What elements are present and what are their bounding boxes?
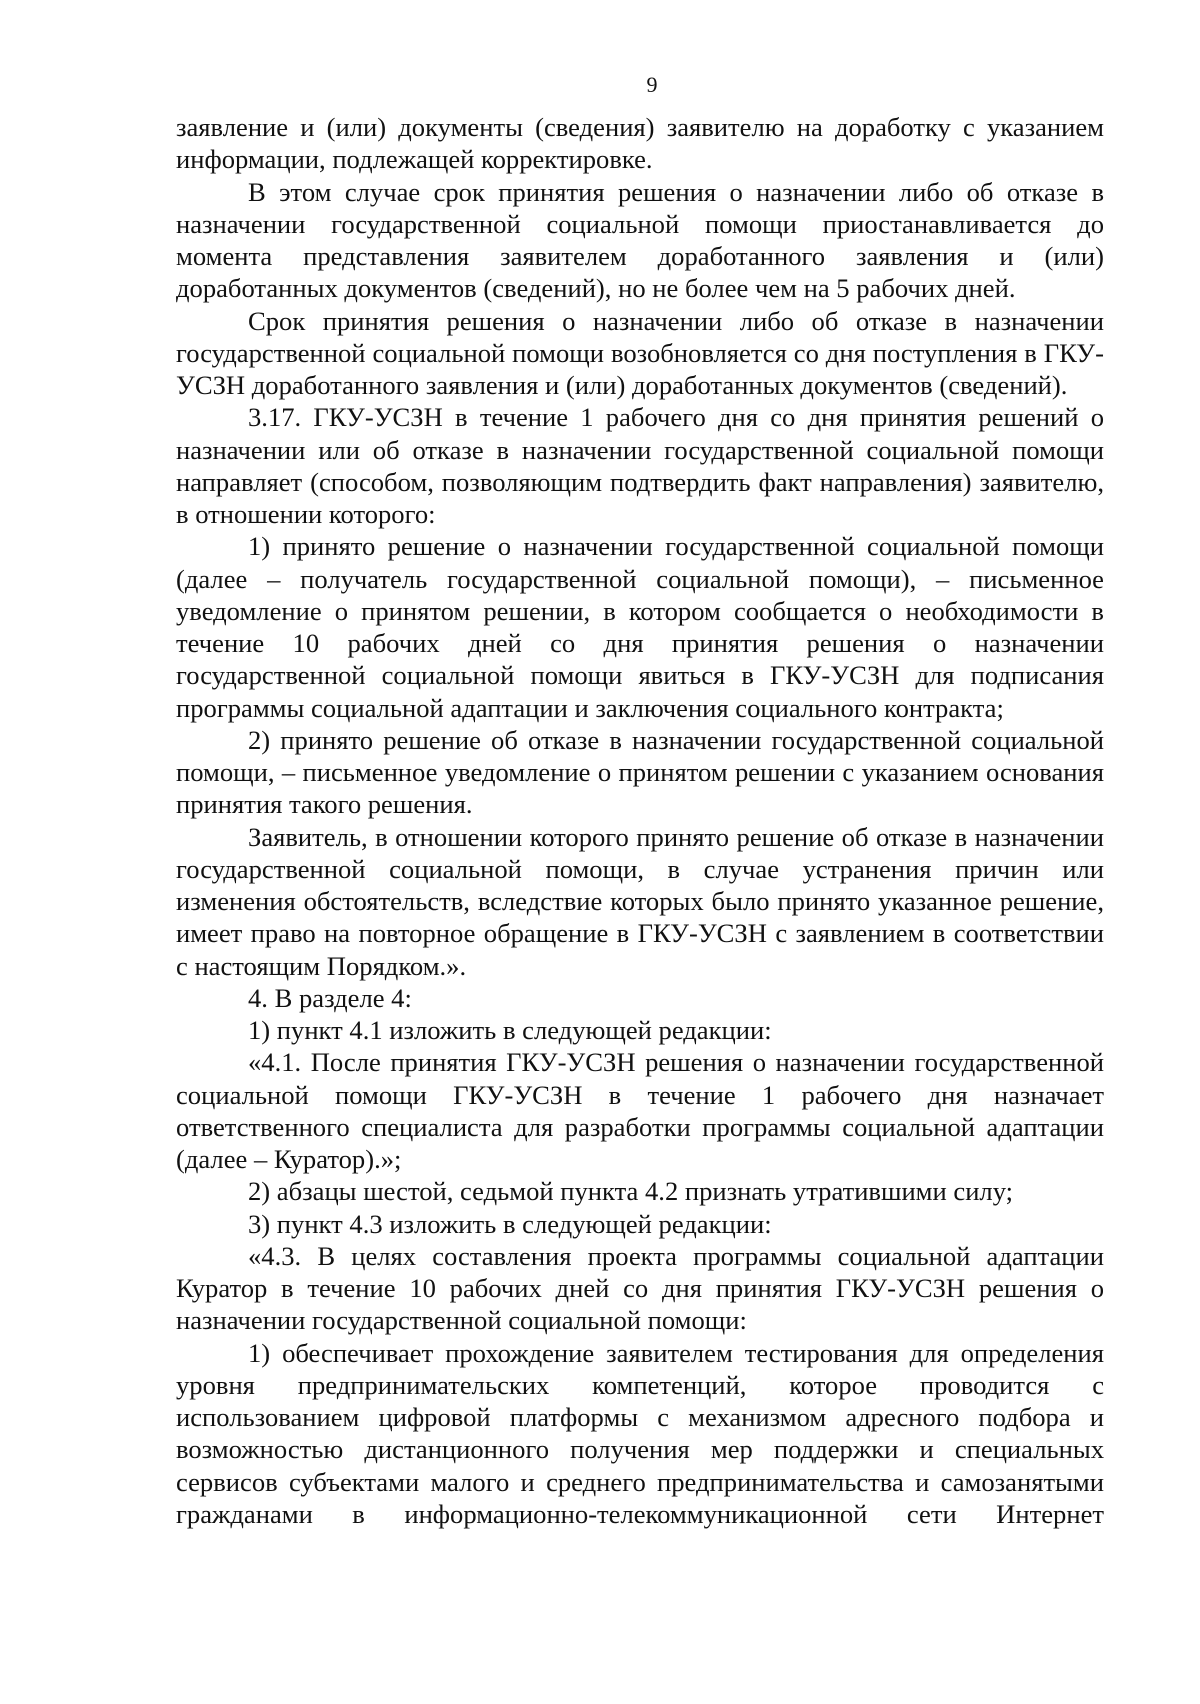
paragraph: 1) обеспечивает прохождение заявителем тестирования для определения уровня предпринимательских компетенций, которое проводится с использованием цифровой платформы с механизмом адресного подбора и возможностью дистанционного получения мер поддержки и специальных сервисов субъектами малого и среднего предпринимательства и самозанятыми гражданами в информационно-телекоммуникационной сети Интернет	[176, 1337, 1104, 1529]
paragraph: 3.17. ГКУ-УСЗН в течение 1 рабочего дня со дня принятия решений о назначении или об отказе в назначении государственной социальной помощи направляет (способом, позволяющим подтвердить факт направления) заявителю, в отношении которого:	[176, 402, 1104, 529]
document-body	[176, 111, 1104, 1530]
paragraph: 2) абзацы шестой, седьмой пункта 4.2 признать утратившими силу;	[248, 1176, 1014, 1207]
paragraph: В этом случае срок принятия решения о назначении либо об отказе в назначении государственной социальной помощи приостанавливается до момента представления заявителем доработанного заявления и (или) доработанных документов (сведений), но не более чем на 5 рабочих дней.	[176, 176, 1104, 304]
paragraph: 1) принято решение о назначении государственной социальной помощи (далее – получатель государственной социальной помощи), – письменное уведомление о принятом решении, в котором сообщается о необходимости в течение 10 рабочих дней со дня принятия решения о назначении государственной социальной помощи явиться в ГКУ-УСЗН для подписания программы социальной адаптации и заключения социального контракта;	[176, 531, 1104, 723]
paragraph: 2) принято решение об отказе в назначении государственной социальной помощи, – письменное уведомление о принятом решении с указанием основания принятия такого решения.	[176, 724, 1104, 820]
paragraph: Срок принятия решения о назначении либо об отказе в назначении государственной социальной помощи возобновляется со дня поступления в ГКУ-УСЗН доработанного заявления и (или) доработанных документов (сведений).	[176, 305, 1104, 400]
paragraph: «4.1. После принятия ГКУ-УСЗН решения о назначении государственной социальной помощи ГКУ-УСЗН в течение 1 рабочего дня назначает ответственного специалиста для разработки программы социальной адаптации (далее – Куратор).»;	[176, 1047, 1104, 1174]
paragraph: Заявитель, в отношении которого принято решение об отказе в назначении государственной социальной помощи, в случае устранения причин или изменения обстоятельств, вследствие которых было принято указанное решение, имеет право на повторное обращение в ГКУ-УСЗН с заявлением в соответствии с настоящим Порядком.».	[176, 821, 1104, 981]
paragraph: «4.3. В целях составления проекта программы социальной адаптации Куратор в течение 10 рабочих дней со дня принятия ГКУ-УСЗН решения о назначении государственной социальной помощи:	[176, 1240, 1104, 1336]
paragraph: 1) пункт 4.1 изложить в следующей редакции:	[248, 1015, 772, 1045]
paragraph: 3) пункт 4.3 изложить в следующей редакции:	[248, 1208, 772, 1239]
paragraph: 4. В разделе 4:	[248, 982, 412, 1013]
paragraph: заявление и (или) документы (сведения) заявителю на доработку с указанием информации, подлежащей корректировке.	[176, 112, 1104, 175]
page-number: 9	[646, 72, 658, 97]
